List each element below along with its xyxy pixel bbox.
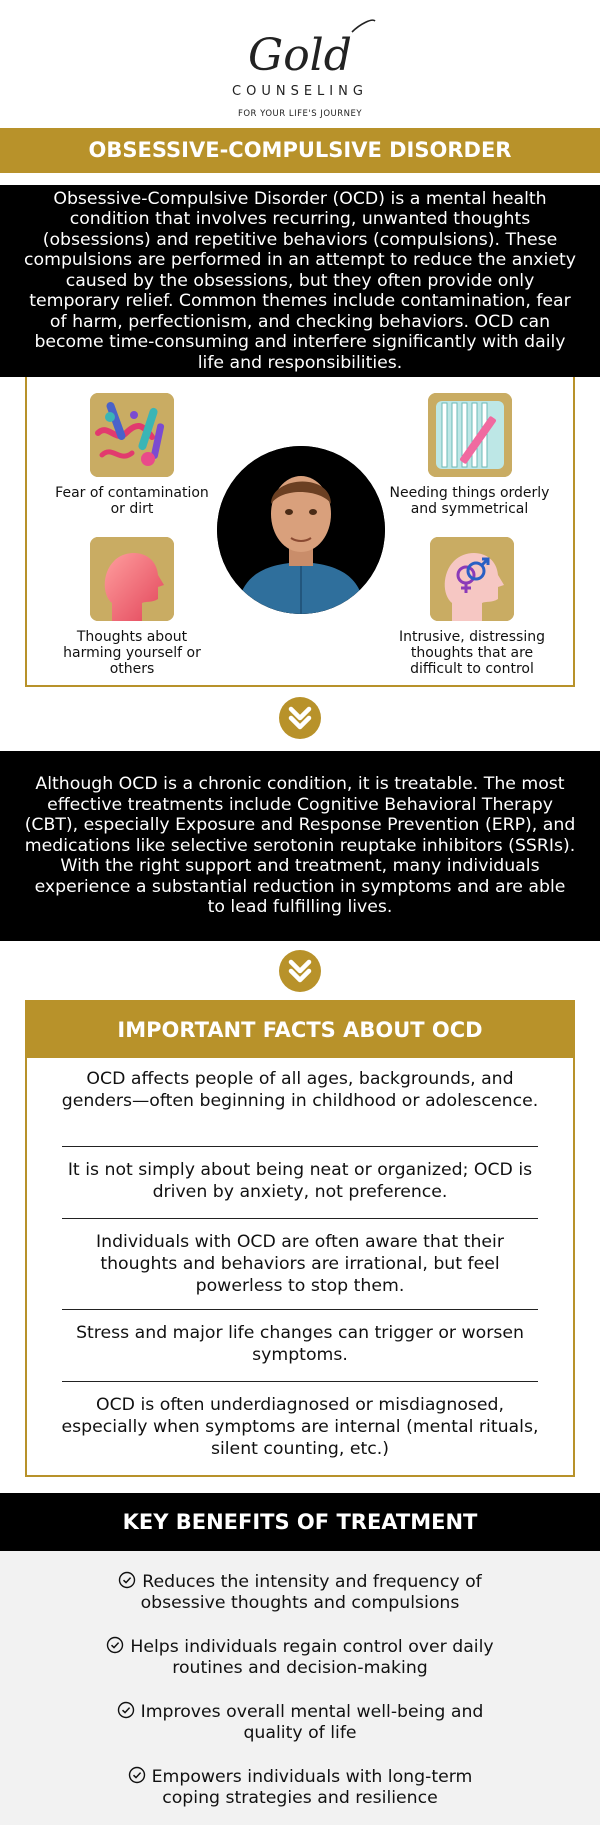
intro-text: Obsessive-Compulsive Disorder (OCD) is a mental health condition that involves recurring, unwanted thoughts (obsessions) and repetitive behaviors (compulsions). These compulsions are performed in an attempt to reduce the anxiety caused by the obsessions, but they often provide only temporary relief. Common themes include contamination, fear of harm, perfectionism, and checking behaviors. OCD can become time-consuming and interfere significantly with daily life and responsibilities. [24, 188, 576, 373]
brand-name: COUNSELING [232, 84, 368, 99]
gender-thoughts-icon [430, 537, 514, 621]
benefit-item [0, 1571, 600, 1614]
benefit-text: Reduces the intensity and frequency of obsessive thoughts and compulsions [140, 1572, 482, 1613]
benefit-item [0, 1701, 600, 1744]
benefit-item [0, 1766, 600, 1809]
check-circle-icon [117, 1701, 135, 1719]
check-circle-icon [118, 1571, 136, 1589]
symptom-contamination [47, 393, 217, 517]
fact-item: It is not simply about being neat or organized; OCD is driven by anxiety, not preference. [67, 1160, 533, 1202]
benefit-text: Improves overall mental well-being and quality of life [140, 1702, 484, 1743]
divider [62, 1381, 538, 1382]
svg-text:Gold: Gold [248, 30, 352, 81]
treatment-paragraph [0, 751, 600, 941]
head-profile-icon [90, 537, 174, 621]
symptoms-panel [25, 377, 575, 687]
symptom-label: Fear of contamination or dirt [55, 485, 209, 517]
intro-paragraph [0, 185, 600, 377]
germs-icon [90, 393, 174, 477]
symptom-intrusive [392, 537, 552, 677]
symptom-label: Thoughts about harming yourself or others [63, 629, 201, 677]
benefit-item [0, 1636, 600, 1679]
symptom-harm [52, 537, 212, 677]
fact-item: OCD affects people of all ages, backgrounds, and genders—often beginning in childhood or adolescence. [61, 1069, 539, 1111]
chevron-down-icon [279, 697, 321, 739]
fact-item: Stress and major life changes can trigger or worsen symptoms. [76, 1323, 524, 1365]
fact-item: Individuals with OCD are often aware that their thoughts and behaviors are irrational, but feel powerless to stop them. [96, 1232, 504, 1296]
benefit-text: Helps individuals regain control over daily routines and decision-making [130, 1637, 494, 1678]
benefits-panel [0, 1551, 600, 1825]
page-title: OBSESSIVE-COMPULSIVE DISORDER [0, 128, 600, 173]
divider [62, 1309, 538, 1310]
divider [62, 1146, 538, 1147]
chevron-down-icon [279, 950, 321, 992]
facts-heading: IMPORTANT FACTS ABOUT OCD [27, 1002, 573, 1058]
fact-item: OCD is often underdiagnosed or misdiagnosed, especially when symptoms are internal (mental rituals, silent counting, etc.) [61, 1395, 539, 1459]
brand-tagline: FOR YOUR LIFE'S JOURNEY [237, 109, 363, 119]
symptom-label: Intrusive, distressing thoughts that are difficult to control [399, 629, 545, 677]
facts-panel [25, 1000, 575, 1477]
benefits-heading: KEY BENEFITS OF TREATMENT [0, 1493, 600, 1551]
check-circle-icon [128, 1766, 146, 1784]
symptom-orderly [382, 393, 557, 517]
header [0, 0, 600, 128]
divider [62, 1218, 538, 1219]
benefit-text: Empowers individuals with long-term coping strategies and resilience [151, 1767, 473, 1808]
person-illustration [217, 446, 385, 614]
gold-script-logo [0, 18, 600, 88]
symptom-label: Needing things orderly and symmetrical [389, 485, 550, 517]
check-circle-icon [106, 1636, 124, 1654]
pencils-icon [428, 393, 512, 477]
treatment-text: Although OCD is a chronic condition, it is treatable. The most effective treatments include Cognitive Behavioral Therapy (CBT), especially Exposure and Response Prevention (ERP), and medications like selective serotonin reuptake inhibitors (SSRIs). With the right support and treatment, many individuals experience a substantial reduction in symptoms and are able to lead fulfilling lives. [24, 774, 576, 918]
